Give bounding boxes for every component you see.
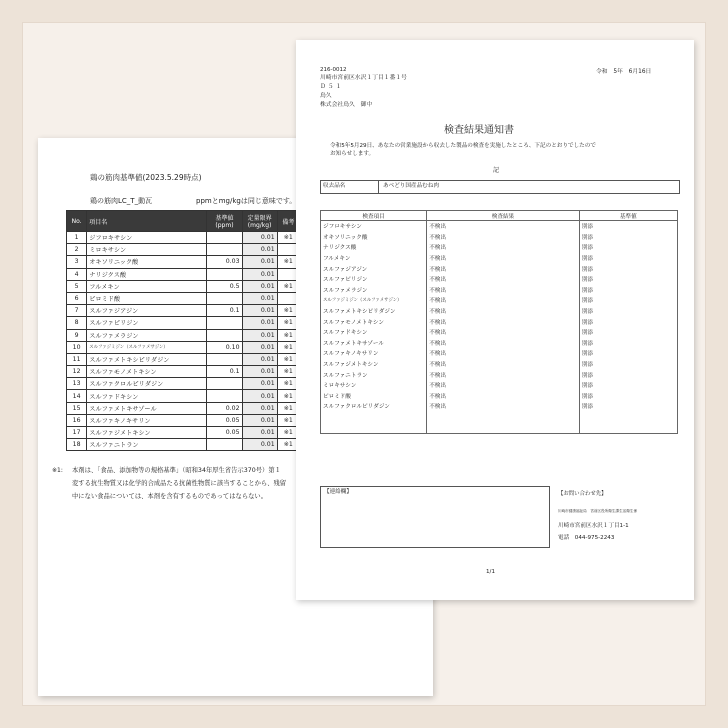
row-number: 16 (67, 414, 87, 426)
row-note: ※1 (277, 402, 299, 414)
result-value: 不検出 (427, 306, 580, 317)
row-item-name: スルファドキシン (87, 390, 207, 402)
row-number: 12 (67, 366, 87, 378)
result-row (321, 391, 678, 402)
result-standard: 別添 (579, 338, 677, 349)
standards-row (67, 341, 300, 353)
result-item: スルファピリジン (321, 274, 427, 285)
result-item: スルファメトキシピリダジン (321, 306, 427, 317)
row-number: 6 (67, 292, 87, 304)
row-note: ※1 (277, 439, 299, 451)
row-number: 7 (67, 305, 87, 317)
standards-row (67, 378, 300, 390)
row-number: 17 (67, 427, 87, 439)
recipient-company: 株式会社鳥久 御中 (320, 102, 373, 108)
standards-row (67, 329, 300, 341)
result-standard: 別添 (579, 369, 677, 380)
row-standard-value: 0.03 (207, 256, 242, 268)
recipient-person: 鳥久 (320, 93, 332, 99)
row-note: ※1 (277, 317, 299, 329)
col-test-result: 検査結果 (427, 211, 580, 221)
row-item-name: スルファピリジン (87, 317, 207, 329)
result-row (321, 359, 678, 370)
result-value: 不検出 (427, 253, 580, 264)
row-number: 5 (67, 280, 87, 292)
row-limit-value: 0.01 (242, 427, 277, 439)
result-value: 不検出 (427, 380, 580, 391)
empty-cell (427, 422, 580, 433)
row-note: ※1 (277, 353, 299, 365)
row-number: 18 (67, 439, 87, 451)
result-standard: 別添 (579, 306, 677, 317)
row-note: ※1 (277, 366, 299, 378)
row-limit-value: 0.01 (242, 353, 277, 365)
result-standard: 別添 (579, 242, 677, 253)
row-standard-value: 0.1 (207, 305, 242, 317)
row-item-name: ジフロキサシン (87, 232, 207, 244)
row-item-name: スルファメラジン (87, 329, 207, 341)
row-number: 8 (67, 317, 87, 329)
row-limit-value: 0.01 (242, 402, 277, 414)
row-note: ※1 (277, 232, 299, 244)
standards-subtitle: 鶏の筋肉LC_T_動瓦 (90, 197, 153, 205)
row-standard-value (207, 268, 242, 280)
col-note: 備考 (277, 211, 299, 232)
row-standard-value (207, 353, 242, 365)
result-row (321, 338, 678, 349)
row-number: 14 (67, 390, 87, 402)
contact-label: 【連絡欄】 (324, 489, 352, 495)
result-standard: 別添 (579, 401, 677, 412)
result-standard: 別添 (579, 285, 677, 296)
inquiry-phone: 電話 044-975-2243 (558, 535, 615, 541)
row-standard-value (207, 232, 242, 244)
standards-table-header (67, 211, 300, 232)
col-no: No. (67, 211, 87, 232)
standards-row (67, 439, 300, 451)
col-test-std: 基準値 (579, 211, 677, 221)
row-limit-value: 0.01 (242, 329, 277, 341)
result-row (321, 327, 678, 338)
result-item: オキソリニック酸 (321, 232, 427, 243)
result-value: 不検出 (427, 285, 580, 296)
result-item: ナリジクス酸 (321, 242, 427, 253)
result-value: 不検出 (427, 263, 580, 274)
row-number: 2 (67, 244, 87, 256)
row-item-name: オキソリニック酸 (87, 256, 207, 268)
col-std: 基準値 (ppm) (207, 211, 242, 232)
standards-row (67, 232, 300, 244)
row-item-name: スルファメトキサゾール (87, 402, 207, 414)
contact-box (320, 486, 550, 548)
col-item: 項目名 (87, 211, 207, 232)
row-standard-value: 0.5 (207, 280, 242, 292)
result-value: 不検出 (427, 242, 580, 253)
inquiry-address: 川崎市宮前区水沢１丁目1-1 (558, 523, 629, 529)
result-row (321, 263, 678, 274)
result-value: 不検出 (427, 295, 580, 306)
row-limit-value: 0.01 (242, 256, 277, 268)
result-item: スルファジミジン（スルファメサジン） (321, 295, 427, 306)
standards-row (67, 292, 300, 304)
row-item-name: ミロキサシン (87, 244, 207, 256)
row-standard-value: 0.05 (207, 414, 242, 426)
row-item-name: スルファキノキサリン (87, 414, 207, 426)
row-limit-value: 0.01 (242, 232, 277, 244)
result-item: スルファキノキサリン (321, 348, 427, 359)
result-value: 不検出 (427, 348, 580, 359)
recipient-address: 川崎市宮前区水沢１丁目１番１号 (320, 75, 407, 81)
row-note: ※1 (277, 329, 299, 341)
footnote-line: 本剤は、「食品、添加物等の規格基準」（昭和34年厚生省告示370号）第１ (72, 467, 281, 474)
result-value: 不検出 (427, 401, 580, 412)
page-number: 1/1 (486, 569, 496, 575)
result-standard: 別添 (579, 359, 677, 370)
row-note: ※1 (277, 414, 299, 426)
row-note: ※1 (277, 256, 299, 268)
results-table (320, 210, 678, 434)
result-item: フルメキン (321, 253, 427, 264)
result-item: スルファジメトキシン (321, 359, 427, 370)
result-standard: 別添 (579, 253, 677, 264)
product-value: あべどり国産品むね肉 (383, 183, 439, 189)
footnote-line: 変する抗生物質又は化学的合成品たる抗菌性物質に該当することから、残留 (72, 480, 287, 487)
units-note: ppmとmg/kgは同じ意味です。 (196, 197, 297, 205)
issue-date: 令和 5年 6月16日 (596, 69, 652, 75)
row-number: 15 (67, 402, 87, 414)
result-value: 不検出 (427, 369, 580, 380)
row-standard-value (207, 317, 242, 329)
result-item: スルファニトラン (321, 369, 427, 380)
row-item-name: フルメキン (87, 280, 207, 292)
result-standard: 別添 (579, 232, 677, 243)
standards-row (67, 256, 300, 268)
result-item: スルファメラジン (321, 285, 427, 296)
result-value: 不検出 (427, 391, 580, 402)
row-item-name: ナリジクス酸 (87, 268, 207, 280)
empty-cell (321, 422, 427, 433)
result-row-empty (321, 422, 678, 433)
row-limit-value: 0.01 (242, 317, 277, 329)
row-limit-value: 0.01 (242, 439, 277, 451)
standards-row (67, 427, 300, 439)
result-standard: 別添 (579, 316, 677, 327)
result-value: 不検出 (427, 232, 580, 243)
standards-row (67, 280, 300, 292)
row-item-name: ピロミド酸 (87, 292, 207, 304)
result-standard: 別添 (579, 263, 677, 274)
result-standard: 別添 (579, 221, 677, 232)
empty-cell (579, 412, 677, 423)
row-number: 11 (67, 353, 87, 365)
row-limit-value: 0.01 (242, 292, 277, 304)
row-limit-value: 0.01 (242, 390, 277, 402)
result-standard: 別添 (579, 391, 677, 402)
row-standard-value (207, 378, 242, 390)
result-value: 不検出 (427, 221, 580, 232)
row-limit-value: 0.01 (242, 414, 277, 426)
inquiry-org: 川崎市健康福祉局 宮前区役所衛生課生活衛生係 (558, 509, 638, 513)
row-note: ※1 (277, 341, 299, 353)
standards-row (67, 353, 300, 365)
footnote-line: 中にない食品については、本剤を含有するものであってはならない。 (72, 493, 268, 500)
row-note: ※1 (277, 305, 299, 317)
row-standard-value (207, 292, 242, 304)
standards-row (67, 268, 300, 280)
empty-cell (321, 412, 427, 423)
standards-row (67, 305, 300, 317)
row-item-name: スルファジメトキシン (87, 427, 207, 439)
result-row (321, 285, 678, 296)
standards-title: 鶏の筋肉基準値(2023.5.29時点) (90, 173, 202, 182)
result-standard: 別添 (579, 327, 677, 338)
standards-row (67, 244, 300, 256)
row-limit-value: 0.01 (242, 366, 277, 378)
result-standard: 別添 (579, 348, 677, 359)
product-box (320, 180, 680, 194)
result-item: ミロキサシン (321, 380, 427, 391)
row-item-name: スルファニトラン (87, 439, 207, 451)
row-standard-value (207, 439, 242, 451)
row-standard-value (207, 329, 242, 341)
row-note: ※1 (277, 378, 299, 390)
document-title: 検査結果通知書 (444, 125, 514, 136)
result-item: スルファモノメトキシン (321, 316, 427, 327)
row-limit-value: 0.01 (242, 280, 277, 292)
inquiry-label: 【お問い合わせ先】 (558, 491, 607, 497)
row-note: ※1 (277, 280, 299, 292)
recipient-code: Ｄ５１ (320, 84, 344, 90)
result-row (321, 232, 678, 243)
empty-cell (427, 412, 580, 423)
result-value: 不検出 (427, 274, 580, 285)
result-row (321, 316, 678, 327)
inspection-notice-document (296, 40, 694, 600)
row-number: 4 (67, 268, 87, 280)
row-item-name: スルファクロルピリダジン (87, 378, 207, 390)
row-item-name: スルファジアジン (87, 305, 207, 317)
standards-row (67, 402, 300, 414)
result-row (321, 242, 678, 253)
ki-label: 記 (493, 167, 500, 174)
col-limit: 定量限界 (mg/kg) (242, 211, 277, 232)
result-row (321, 253, 678, 264)
row-limit-value: 0.01 (242, 268, 277, 280)
result-row (321, 401, 678, 412)
row-limit-value: 0.01 (242, 341, 277, 353)
result-row (321, 348, 678, 359)
result-row (321, 295, 678, 306)
standards-row (67, 390, 300, 402)
result-value: 不検出 (427, 359, 580, 370)
results-table-header (321, 211, 678, 221)
row-number: 3 (67, 256, 87, 268)
result-item: スルファクロルピリダジン (321, 401, 427, 412)
result-item: スルファドキシン (321, 327, 427, 338)
result-row (321, 380, 678, 391)
result-standard: 別添 (579, 380, 677, 391)
row-note: ※1 (277, 390, 299, 402)
row-standard-value: 0.1 (207, 366, 242, 378)
result-value: 不検出 (427, 338, 580, 349)
result-item: スルファジアジン (321, 263, 427, 274)
standards-table (66, 210, 300, 451)
postal-code: 216-0012 (320, 67, 347, 73)
row-standard-value: 0.05 (207, 427, 242, 439)
result-row (321, 221, 678, 232)
result-item: ジフロキサシン (321, 221, 427, 232)
result-row (321, 306, 678, 317)
row-number: 10 (67, 341, 87, 353)
result-item: スルファメトキサゾール (321, 338, 427, 349)
empty-cell (579, 422, 677, 433)
row-item-name: スルファメトキシピリダジン (87, 353, 207, 365)
col-test-item: 検査項目 (321, 211, 427, 221)
result-value: 不検出 (427, 327, 580, 338)
footnote-mark: ※1: (52, 467, 63, 474)
product-label: 収去品名 (323, 183, 346, 189)
row-number: 1 (67, 232, 87, 244)
result-item: ピロミド酸 (321, 391, 427, 402)
intro-text: お知らせします。 (330, 151, 375, 157)
result-row (321, 274, 678, 285)
standards-row (67, 317, 300, 329)
row-note: ※1 (277, 427, 299, 439)
result-standard: 別添 (579, 274, 677, 285)
row-number: 13 (67, 378, 87, 390)
row-standard-value (207, 390, 242, 402)
row-standard-value: 0.02 (207, 402, 242, 414)
row-standard-value: 0.10 (207, 341, 242, 353)
standards-row (67, 366, 300, 378)
row-item-name: スルファジミジン（スルファメサジン） (87, 341, 207, 353)
row-standard-value (207, 244, 242, 256)
row-limit-value: 0.01 (242, 305, 277, 317)
result-standard: 別添 (579, 295, 677, 306)
row-item-name: スルファモノメトキシン (87, 366, 207, 378)
result-row (321, 369, 678, 380)
intro-text: 令和5年5月29日、あなたの営業施設から収去した製品の検査を実施したところ、下記のとおりでしたので (330, 143, 596, 149)
row-limit-value: 0.01 (242, 244, 277, 256)
row-limit-value: 0.01 (242, 378, 277, 390)
standards-row (67, 414, 300, 426)
result-value: 不検出 (427, 316, 580, 327)
result-row-empty (321, 412, 678, 423)
row-number: 9 (67, 329, 87, 341)
